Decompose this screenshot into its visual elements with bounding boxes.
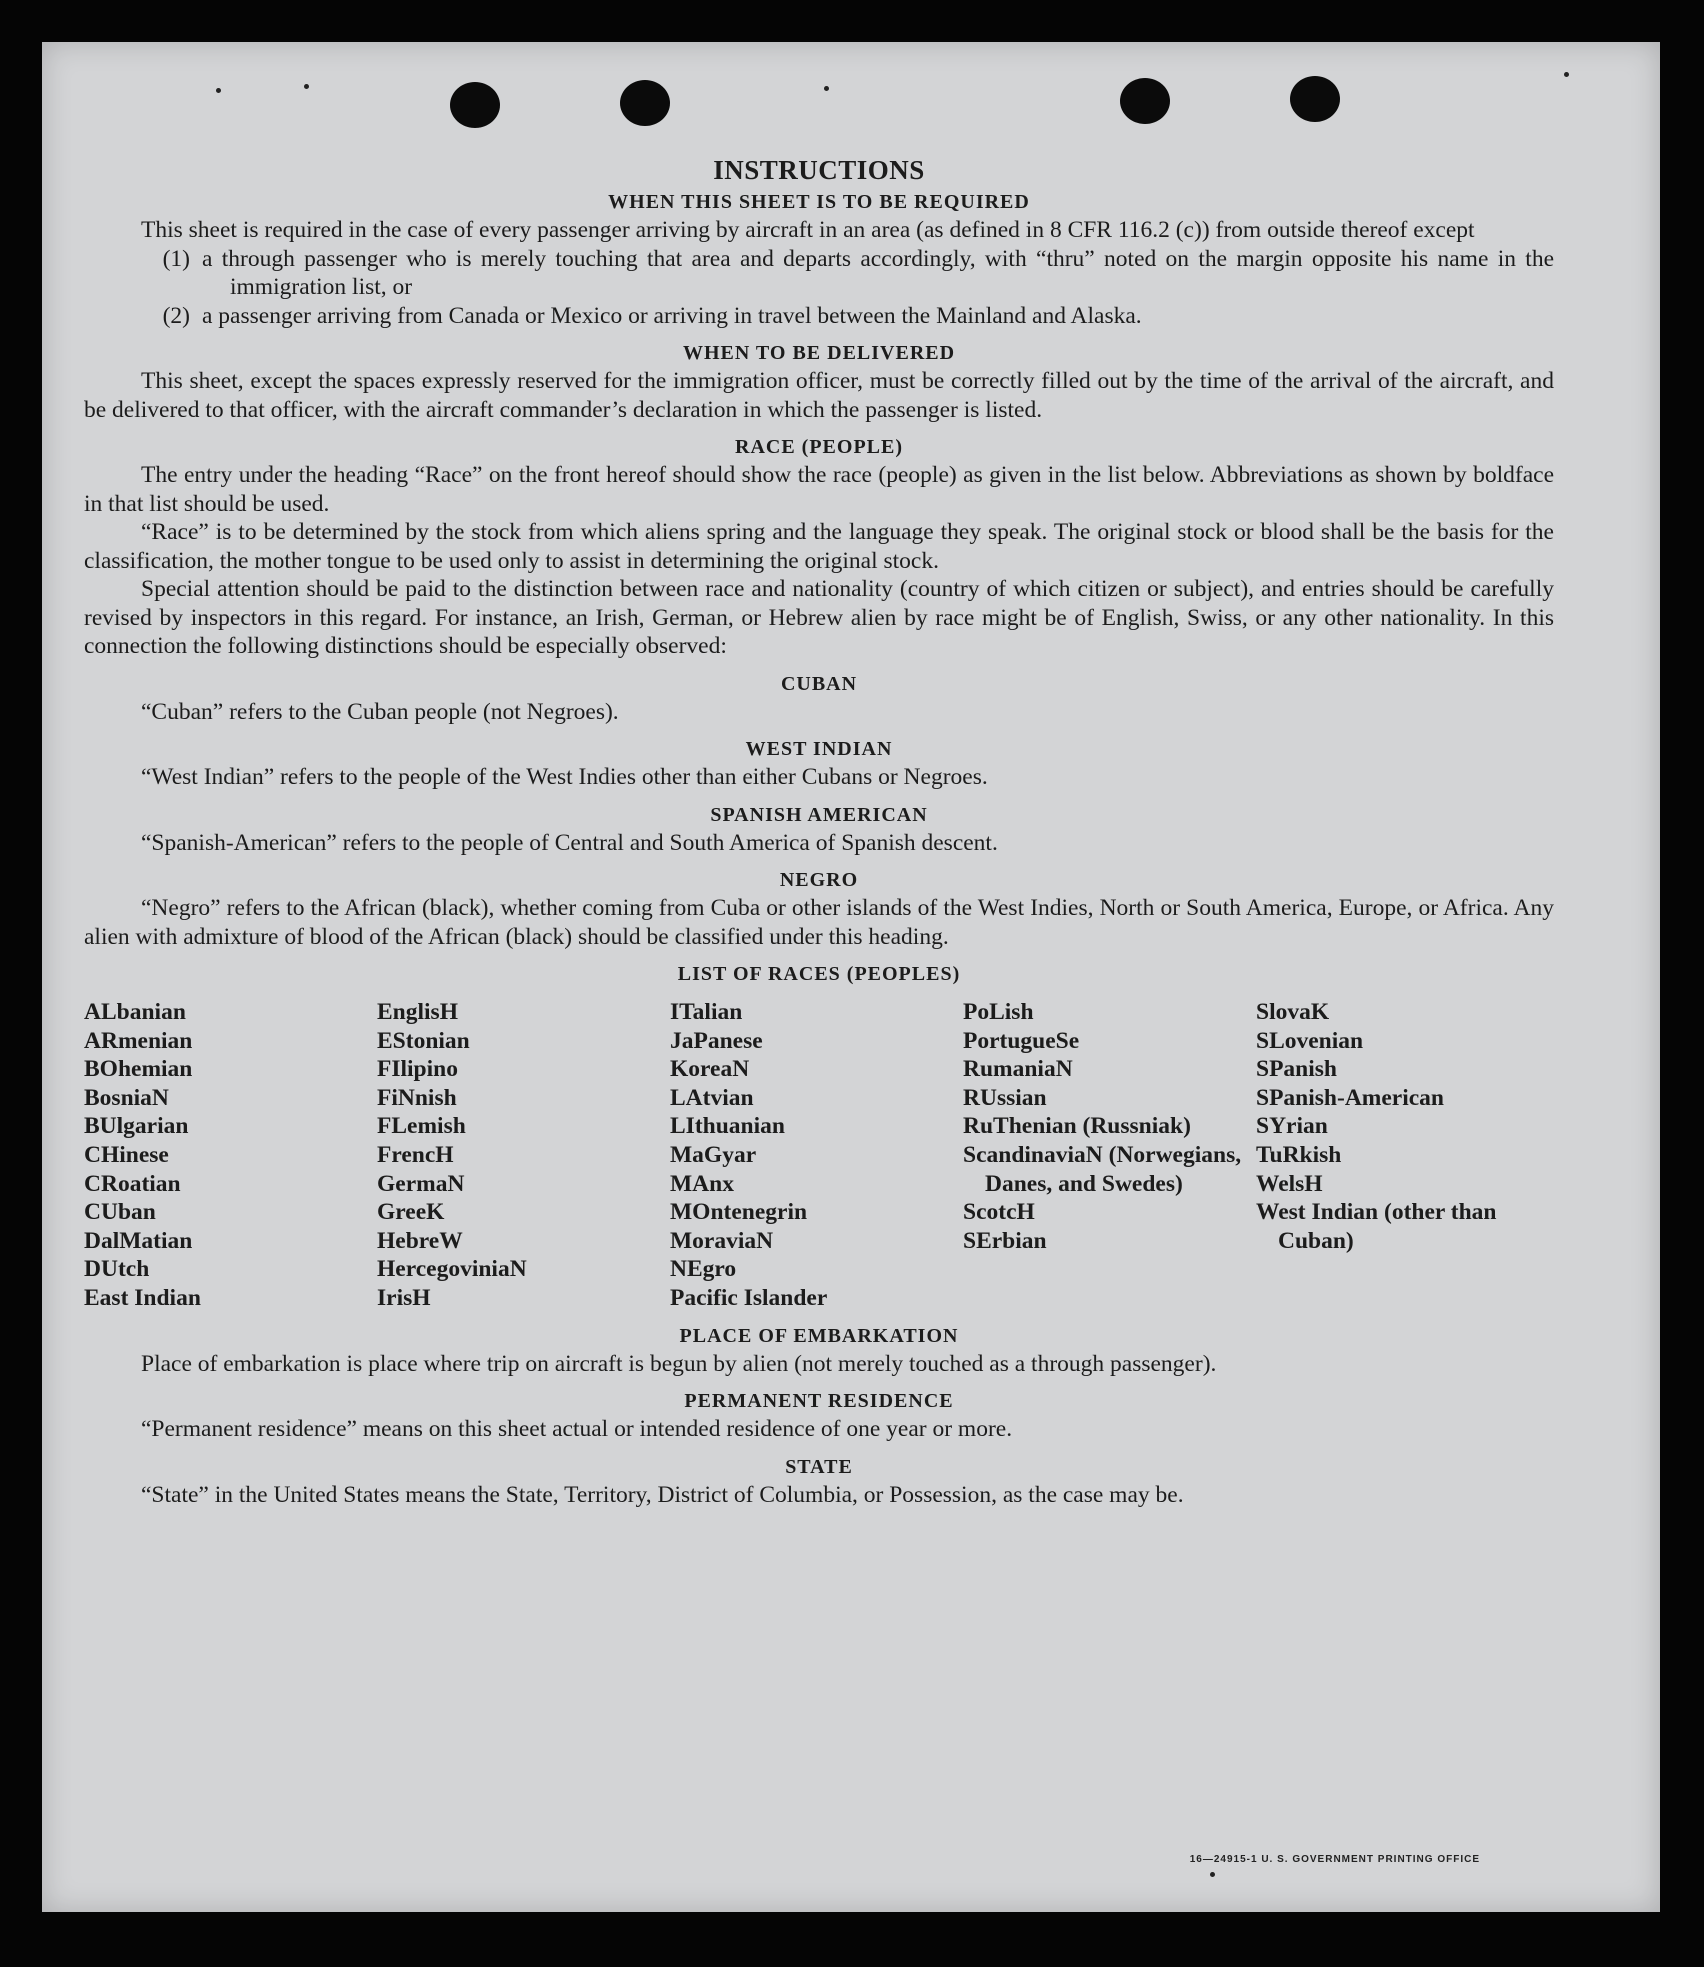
race-entry: FLemish [377,1113,466,1140]
race-paragraph: The entry under the heading “Race” on the front hereof should show the race (people) as given in the list below. Abbreviations as shown by boldface in that list should be used. [84,462,1554,517]
instructions-content [84,152,1554,1509]
race-entry: PoLish [963,999,1034,1025]
race-entry: EStonian [377,1027,470,1054]
race-entry: HebreW [377,1227,463,1254]
exception-number: (2) [162,302,190,329]
exception-text: a through passenger who is merely touching that area and departs accordingly, with “thru” noted on the margin opposite his name in the immigration list, or [202,245,1554,300]
race-entry: RUssian [963,1084,1047,1111]
race-entry: LIthuanian [670,1113,785,1140]
races-list [84,998,1554,1313]
races-column [84,998,377,1313]
race-entry: GermaN [377,1170,465,1197]
race-entry: RumaniaN [963,1056,1073,1083]
speck [304,84,309,89]
when-delivered-text: This sheet, except the spaces expressly reserved for the immigration officer, must be correctly filled out by the time of the arrival of the aircraft, and be delivered to that officer, with the aircraft commander’s declaration in which the passenger is listed. [84,368,1554,423]
race-entry: KoreaN [670,1056,750,1083]
races-column [963,998,1256,1313]
races-column [377,998,670,1313]
exception-item [84,302,1554,331]
punch-hole [1290,76,1340,122]
heading-when-delivered: WHEN TO BE DELIVERED [682,342,956,364]
race-entry: CHinese [84,1141,169,1168]
speck [824,86,829,91]
race-entry: BosniaN [84,1084,169,1111]
permanent-residence-text: “Permanent residence” means on this sheet actual or intended residence of one year or more. [141,1416,1013,1443]
race-entry: EnglisH [377,999,458,1025]
heading-spanish-american: SPANISH AMERICAN [710,803,928,826]
speck [1210,1872,1215,1877]
exception-number: (1) [162,245,190,272]
exception-item [84,245,1554,302]
place-of-embarkation-text: Place of embarkation is place where trip on aircraft is begun by alien (not merely touched as a through passenger). [141,1350,1217,1377]
heading-when-required: WHEN THIS SHEET IS TO BE REQUIRED [608,191,1030,213]
race-entry: BUlgarian [84,1113,189,1140]
race-entry: IrisH [377,1284,431,1311]
race-entry: Pacific Islander [670,1284,828,1311]
race-paragraph: “Race” is to be determined by the stock from which aliens spring and the language they speak. The original stock or blood shall be the basis for the classification, the mother tongue to be used only to assist in determining the original stock. [84,519,1554,574]
race-entry: NEgro [670,1256,737,1283]
race-entry: FrencH [377,1141,454,1168]
race-entry: FiNnish [377,1084,457,1111]
race-entry: West Indian (other than Cuban) [1256,1199,1497,1254]
race-entry: MOntenegrin [670,1199,808,1226]
spanish-american-text: “Spanish-American” refers to the people of Central and South America of Spanish descent. [141,829,998,856]
punch-hole [1120,78,1170,124]
punch-hole [620,80,670,126]
race-entry: JaPanese [670,1027,763,1054]
negro-text: “Negro” refers to the African (black), whether coming from Cuba or other islands of the West Indies, North or South America, Europe, or Africa. Any alien with admixture of blood of the African (black) should be classified under this heading. [84,895,1554,950]
race-entry: TuRkish [1256,1141,1342,1168]
heading-negro: NEGRO [779,869,859,891]
document-page [42,42,1660,1912]
exception-text: a passenger arriving from Canada or Mexico or arriving in travel between the Mainland and Alaska. [202,302,1142,329]
heading-place-of-embarkation: PLACE OF EMBARKATION [679,1324,959,1347]
heading-west-indian: WEST INDIAN [745,738,893,760]
printer-imprint: 16—24915-1 U. S. GOVERNMENT PRINTING OFFICE [1189,1854,1480,1865]
race-entry: MAnx [670,1170,734,1197]
race-entry: ScandinaviaN (Norwegians, Danes, and Swedes) [963,1141,1242,1197]
race-entry: BOhemian [84,1056,193,1083]
race-entry: WelsH [1256,1170,1323,1197]
race-entry: LAtvian [670,1084,754,1111]
race-entry: MaGyar [670,1141,757,1168]
heading-list-of-races: LIST OF RACES (PEOPLES) [677,963,961,985]
races-column [1256,998,1549,1313]
races-column [670,998,963,1313]
race-entry: ScotcH [963,1199,1035,1226]
cuban-text: “Cuban” refers to the Cuban people (not Negroes). [141,698,619,725]
race-entry: SYrian [1256,1113,1328,1140]
race-entry: MoraviaN [670,1227,774,1254]
race-entry: SPanish [1256,1056,1337,1083]
race-entry: PortugueSe [963,1027,1080,1054]
race-entry: SLovenian [1256,1027,1364,1054]
speck [216,88,221,93]
state-text: “State” in the United States means the State, Territory, District of Columbia, or Possession, as the case may be. [141,1481,1184,1508]
race-entry: DalMatian [84,1227,193,1254]
west-indian-text: “West Indian” refers to the people of the West Indies other than either Cubans or Negroes. [141,764,988,790]
race-entry: ALbanian [84,999,186,1025]
race-entry: HercegoviniaN [377,1256,527,1283]
heading-race: RACE (PEOPLE) [735,436,903,458]
heading-state: STATE [785,1455,853,1478]
race-entry: RuThenian (Russniak) [963,1113,1191,1140]
race-entry: SErbian [963,1227,1047,1254]
page-title: INSTRUCTIONS [713,155,925,185]
heading-permanent-residence: PERMANENT RESIDENCE [684,1390,954,1413]
race-entry: CUban [84,1199,156,1226]
race-entry: East Indian [84,1284,201,1311]
race-entry: DUtch [84,1256,150,1283]
race-entry: SPanish-American [1256,1084,1444,1111]
race-entry: FIlipino [377,1056,458,1083]
race-entry: ARmenian [84,1027,193,1054]
punch-hole [450,82,500,128]
race-paragraph: Special attention should be paid to the distinction between race and nationality (country of which citizen or subject), and entries should be carefully revised by inspectors in this regard. For instance, an Irish, German, or Hebrew alien by race might be of English, Swiss, or any other nationality. In this connection the following distinctions should be especially observed: [84,576,1554,659]
race-entry: CRoatian [84,1170,181,1197]
race-entry: ITalian [670,999,743,1025]
race-entry: SlovaK [1256,999,1330,1025]
when-required-intro: This sheet is required in the case of every passenger arriving by aircraft in an area (as defined in 8 CFR 116.2 (c)) from outside thereof except [141,217,1475,243]
speck [1564,72,1569,77]
heading-cuban: CUBAN [780,672,858,695]
race-entry: GreeK [377,1199,445,1226]
